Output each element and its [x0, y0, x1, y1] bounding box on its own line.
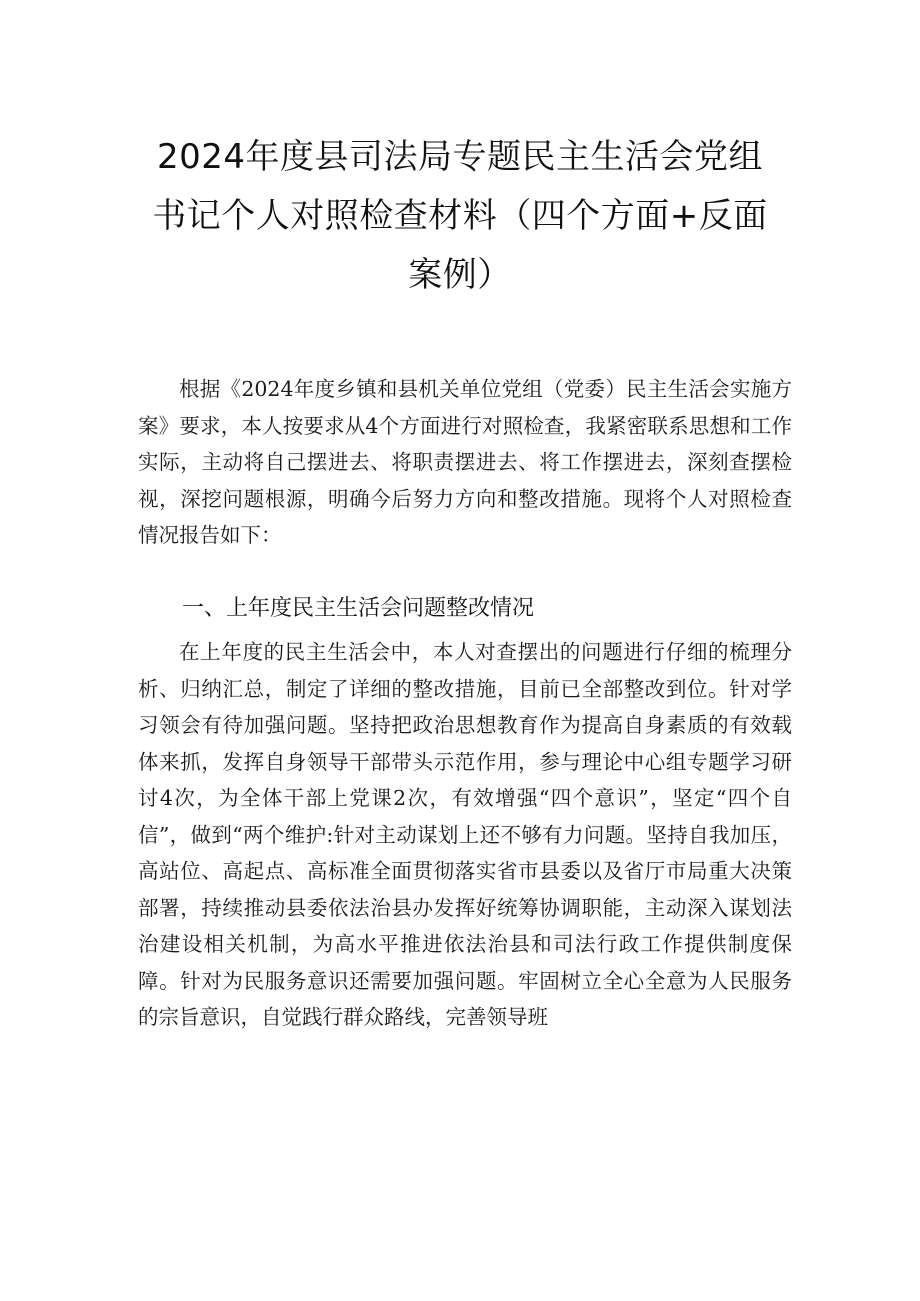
intro-paragraph: 根据《2024年度乡镇和县机关单位党组（党委）民主生活会实施方案》要求，本人按要求从4个方面进行对照检查，我紧密联系思想和工作实际，主动将自己摆进去、将职责摆进去、将工作摆进去，深刻查摆检视，深挖问题根源，明确今后努力方向和整改措施。现将个人对照检查情况报告如下：	[138, 377, 792, 547]
section-paragraph: 在上年度的民主生活会中，本人对查摆出的问题进行仔细的梳理分析、归纳汇总，制定了详细的整改措施，目前已全部整改到位。针对学习领会有待加强问题。坚持把政治思想教育作为提高自身素质的有效载体来抓，发挥自身领导干部带头示范作用，参与理论中心组专题学习研讨4次，为全体干部上党课2次，有效增强“四个意识”，坚定“四个自信”，做到“两个维护:针对主动谋划上还不够有力问题。坚持自我加压，高站位、高起点、高标准全面贯彻落实省市县委以及省厅市局重大决策部署，持续推动县委依法治县办发挥好统筹协调职能，主动深入谋划法治建设相关机制，为高水平推进依法治县和司法行政工作提供制度保障。针对为民服务意识还需要加强问题。牢固树立全心全意为人民服务的宗旨意识，自觉践行群众路线，完善领导班	[138, 640, 792, 1029]
section-heading: 一、上年度民主生活会问题整改情况	[182, 596, 535, 621]
document-title: 2024年度县司法局专题民主生活会党组书记个人对照检查材料（四个方面+反面案例）	[152, 137, 768, 295]
